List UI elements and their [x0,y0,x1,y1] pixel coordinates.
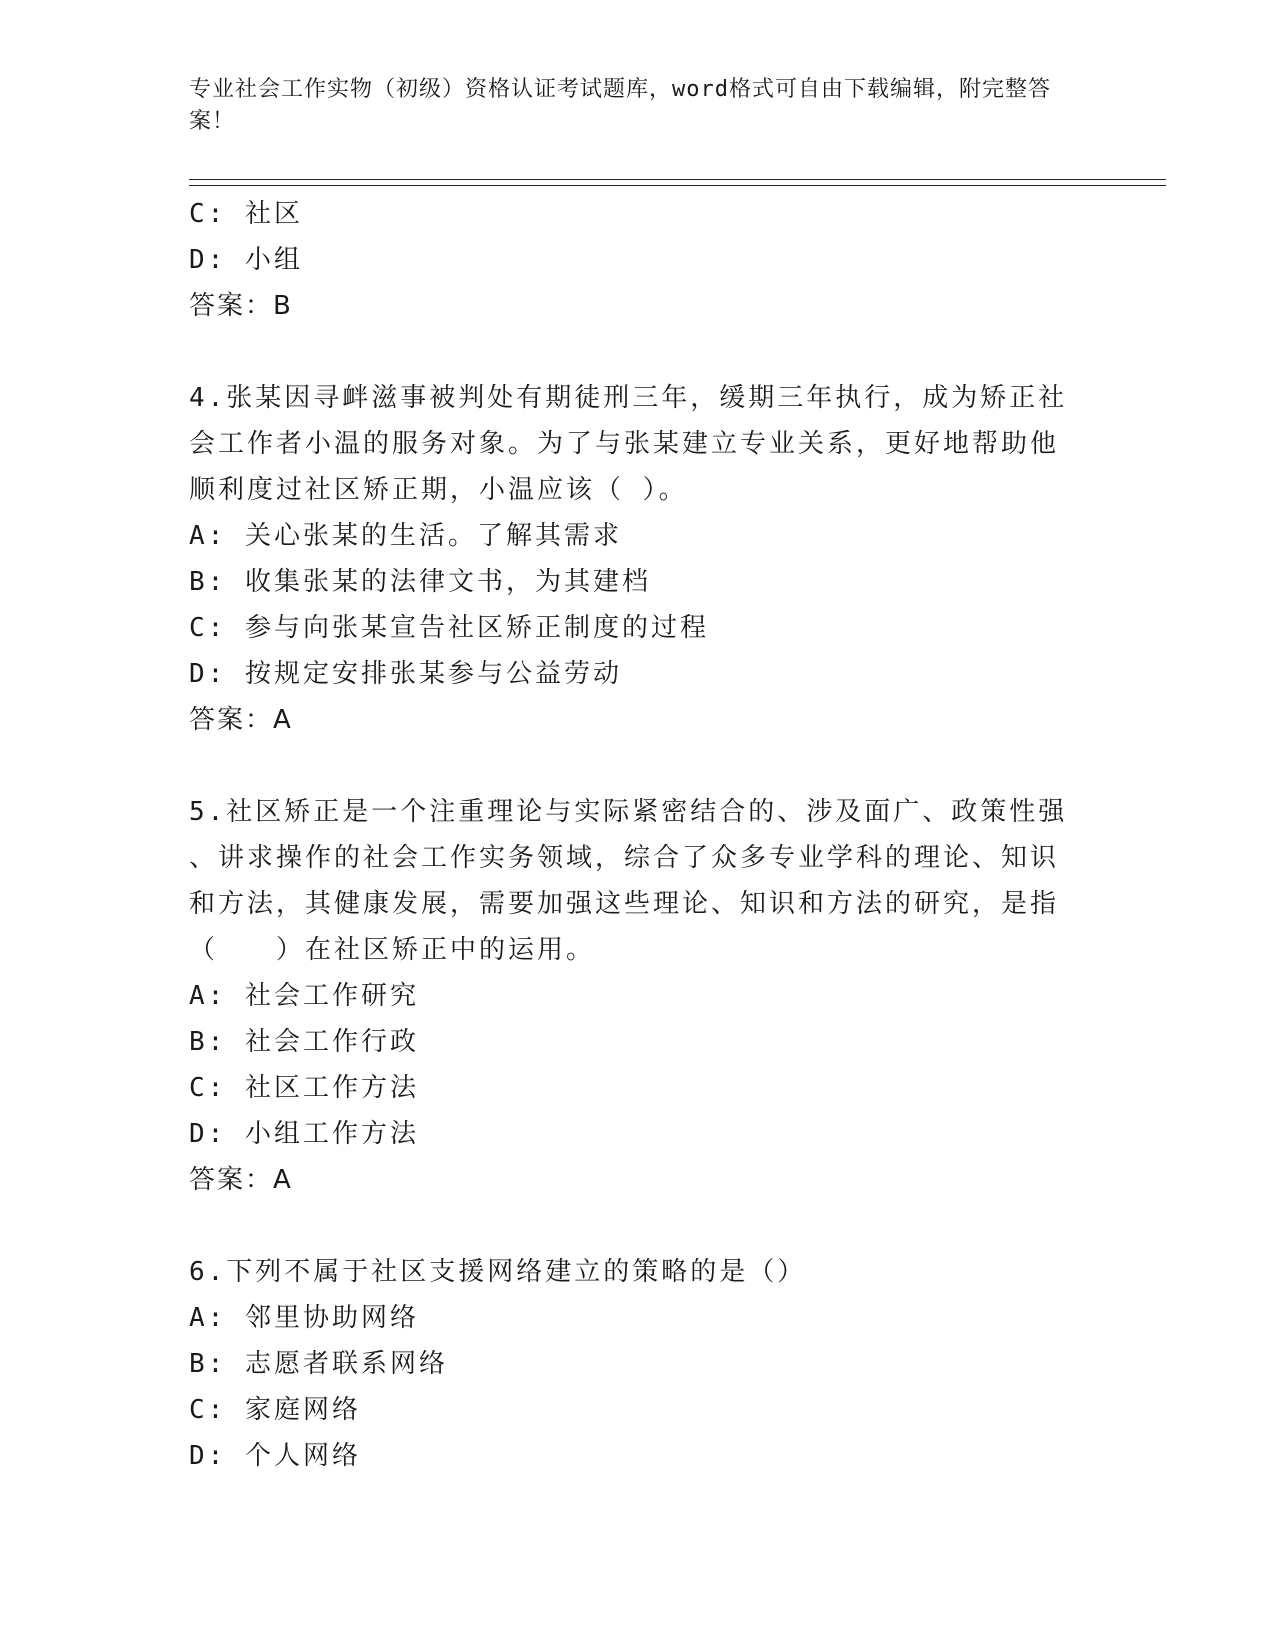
header-title: 专业社会工作实物（初级）资格认证考试题库，word格式可自由下载编辑，附完整答案！ [189,77,1051,134]
option-d: D: 小组 [189,245,303,275]
option-c: C: 家庭网络 [189,1395,361,1425]
option-d: D: 个人网络 [189,1441,361,1471]
question-text-line: 5.社区矫正是一个注重理论与实际紧密结合的、涉及面广、政策性强 [189,797,1068,827]
answer: 答案：B [189,291,293,321]
option-d: D: 按规定安排张某参与公益劳动 [189,659,622,689]
option-d: D: 小组工作方法 [189,1119,419,1149]
question-4 [189,375,1069,743]
option-b: B: 社会工作行政 [189,1027,419,1057]
document-body [189,191,1069,1479]
question-text-line: 、讲求操作的社会工作实务领域，综合了众多专业学科的理论、知识 [189,843,1060,873]
answer: 答案：A [189,1165,293,1195]
question-text-line: （ ）在社区矫正中的运用。 [189,935,596,965]
question-text-line: 4.张某因寻衅滋事被判处有期徒刑三年，缓期三年执行，成为矫正社 [189,383,1068,413]
spacer [189,743,1069,789]
question-text-line: 会工作者小温的服务对象。为了与张某建立专业关系，更好地帮助他 [189,429,1060,459]
spacer [189,329,1069,375]
option-c: C: 社区 [189,199,303,229]
option-a: A: 关心张某的生活。了解其需求 [189,521,622,551]
option-b: B: 志愿者联系网络 [189,1349,448,1379]
option-b: B: 收集张某的法律文书，为其建档 [189,567,651,597]
option-a: A: 邻里协助网络 [189,1303,419,1333]
spacer [189,1203,1069,1249]
prev-question [189,191,1069,329]
answer: 答案：A [189,705,293,735]
option-c: C: 参与向张某宣告社区矫正制度的过程 [189,613,709,643]
header-divider [189,179,1166,186]
option-c: C: 社区工作方法 [189,1073,419,1103]
option-a: A: 社会工作研究 [189,981,419,1011]
question-text-line: 6.下列不属于社区支援网络建立的策略的是（） [189,1257,807,1287]
page-header [189,74,1069,138]
question-5 [189,789,1069,1203]
question-6 [189,1249,1069,1479]
question-text-line: 顺利度过社区矫正期，小温应该（ ）。 [189,475,688,505]
question-text-line: 和方法，其健康发展，需要加强这些理论、知识和方法的研究，是指 [189,889,1060,919]
